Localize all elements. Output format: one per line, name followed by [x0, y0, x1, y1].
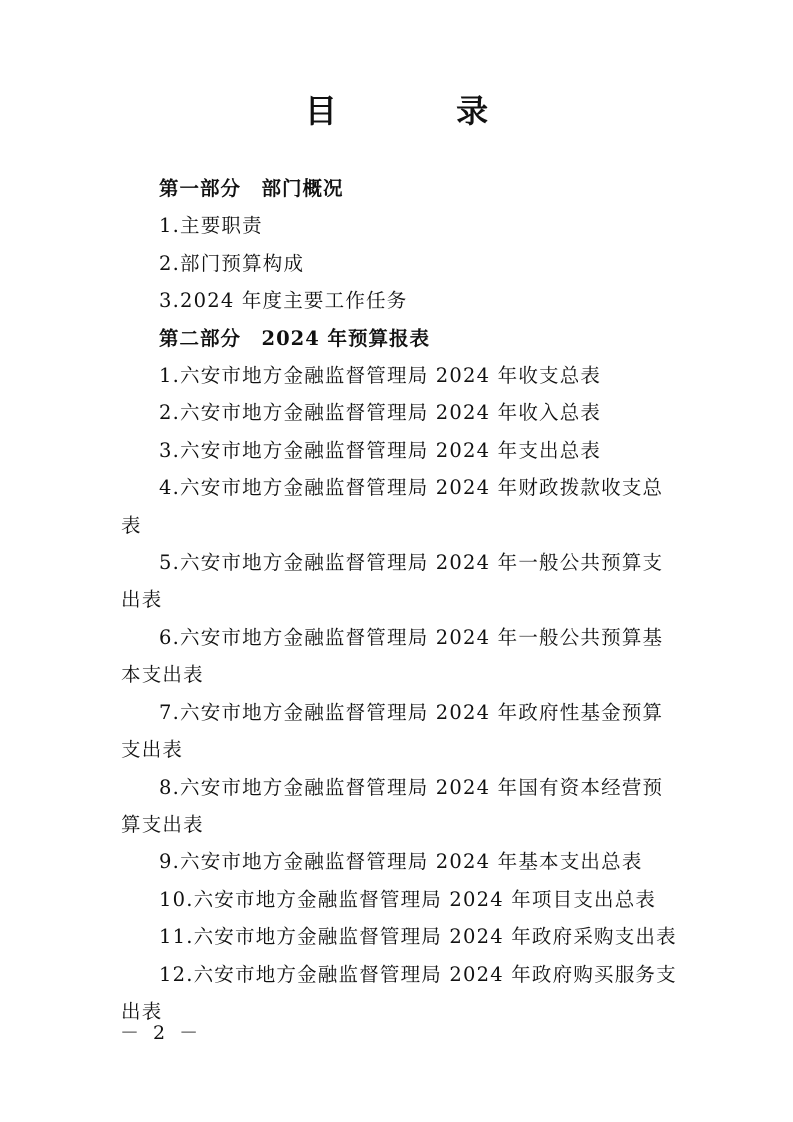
toc-item: 8.六安市地方金融监督管理局 2024 年国有资本经营预算支出表 — [121, 775, 664, 836]
toc-section: 第二部分 2024 年预算报表 — [159, 326, 431, 350]
toc-item: 2.部门预算构成 — [159, 251, 305, 275]
toc-item: 3.2024 年度主要工作任务 — [159, 289, 408, 313]
toc-item: 5.六安市地方金融监督管理局 2024 年一般公共预算支出表 — [121, 551, 664, 612]
toc-item: 1.主要职责 — [159, 214, 263, 238]
page-title: 目 录 — [304, 92, 543, 130]
page-number: － 2 － — [120, 1022, 203, 1044]
toc-item: 3.六安市地方金融监督管理局 2024 年支出总表 — [159, 438, 602, 462]
toc-item: 1.六安市地方金融监督管理局 2024 年收支总表 — [159, 364, 602, 388]
toc-item: 9.六安市地方金融监督管理局 2024 年基本支出总表 — [159, 850, 643, 874]
toc-item: 6.六安市地方金融监督管理局 2024 年一般公共预算基本支出表 — [121, 625, 664, 687]
toc-section: 第一部分 部门概况 — [159, 177, 344, 200]
table-of-contents — [121, 170, 681, 1030]
toc-item: 2.六安市地方金融监督管理局 2024 年收入总表 — [159, 401, 602, 425]
toc-item: 7.六安市地方金融监督管理局 2024 年政府性基金预算支出表 — [121, 700, 664, 762]
toc-item: 4.六安市地方金融监督管理局 2024 年财政拨款收支总表 — [121, 476, 664, 537]
toc-item: 12.六安市地方金融监督管理局 2024 年政府购买服务支出表 — [121, 962, 677, 1023]
toc-item: 11.六安市地方金融监督管理局 2024 年政府采购支出表 — [159, 925, 677, 949]
toc-item: 10.六安市地方金融监督管理局 2024 年项目支出总表 — [159, 887, 657, 911]
